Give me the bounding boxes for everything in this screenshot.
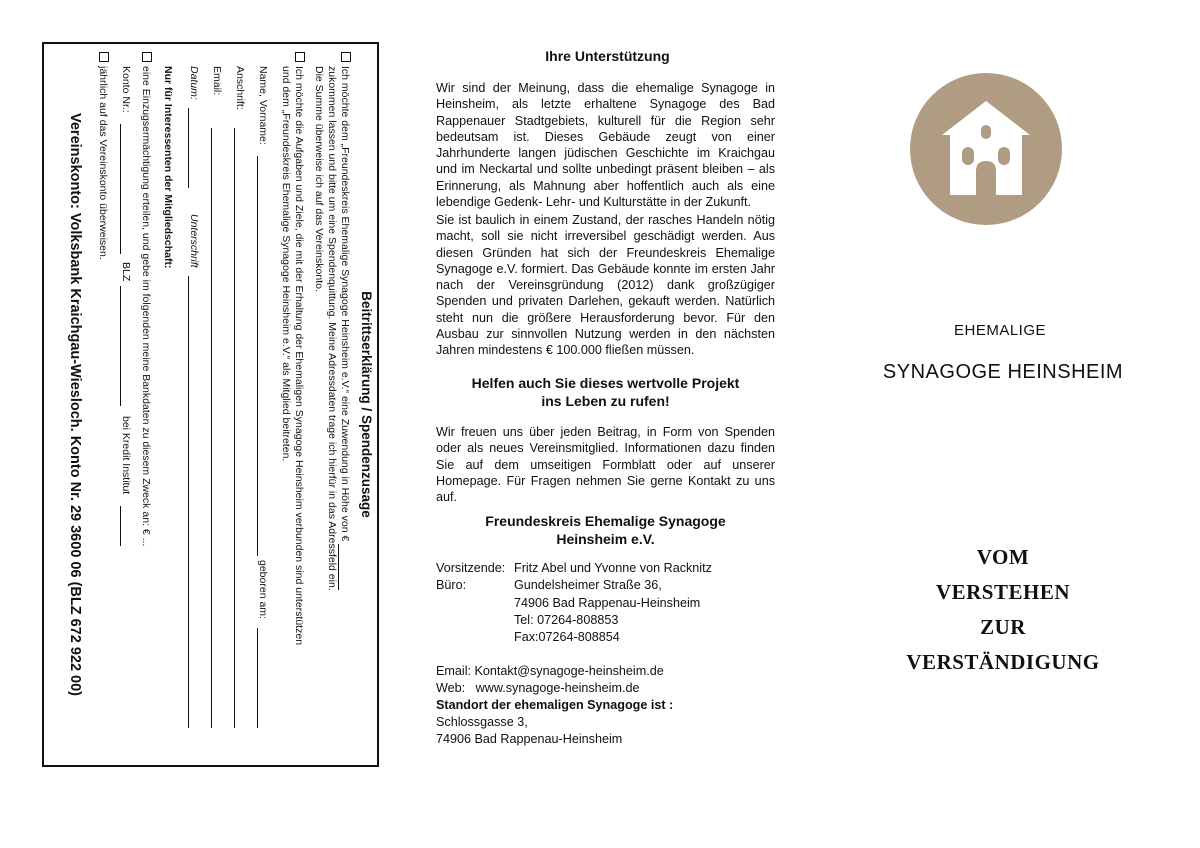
motto-line-3: ZUR xyxy=(980,615,1026,639)
debit-text: eine Einzugsermächtigung erteilen, und gebe im folgenden meine Bankdaten zu diesem Zweck an: € ... xyxy=(140,66,152,547)
office-label: Büro: xyxy=(436,578,467,592)
membership-form-content xyxy=(44,44,377,765)
email-field[interactable] xyxy=(211,128,223,728)
office-fax: Fax:07264-808854 xyxy=(514,630,620,644)
contact-web[interactable]: Web: www.synagoge-heinsheim.de xyxy=(436,681,640,695)
chair-value: Fritz Abel und Yvonne von Racknitz xyxy=(514,561,712,575)
help-paragraph: Wir freuen uns über jeden Beitrag, in Form von Spenden oder als neues Vereinsmitglied. Informationen dazu finden Sie auf dem umseitigen Formblatt oder auf unserer Homepage. Für Fragen nehmen Sie gerne Kontakt zu uns auf. xyxy=(436,425,775,505)
donation-text-2: zukommen lassen und bitte um eine Spendenquittung. Meine Adressdaten trage ich hierfür in das Adressfeld ein. xyxy=(326,66,338,591)
address-row xyxy=(232,44,246,765)
name-field[interactable] xyxy=(257,156,269,556)
logo-window-top xyxy=(981,125,991,139)
debit-checkbox[interactable] xyxy=(142,52,152,62)
transfer-option xyxy=(96,44,109,765)
signature-field[interactable] xyxy=(188,276,200,728)
club-name-line-2: Heinsheim e.V. xyxy=(556,531,655,547)
blz-field[interactable] xyxy=(120,286,132,406)
office-tel: Tel: 07264-808853 xyxy=(514,613,619,627)
help-title-line-2: ins Leben zu rufen! xyxy=(541,393,670,409)
account-info: Vereinskonto: Volksbank Kraichgau-Wiesloch. Konto Nr. 29 3600 06 (BLZ 672 922 00) xyxy=(67,112,83,697)
membership-text-2: und dem „Freundeskreis Ehemalige Synagoge Heinsheim e.V.“ als Mitglied beitreten. xyxy=(280,66,292,462)
cover-title: SYNAGOGE HEINSHEIM xyxy=(882,361,1124,383)
membership-option xyxy=(279,44,305,765)
email-row xyxy=(209,44,223,765)
logo-window-left xyxy=(962,147,974,165)
chair-row xyxy=(436,560,712,576)
debit-option xyxy=(139,44,152,765)
name-label: Name, Vorname: xyxy=(257,66,269,145)
location-city: 74906 Bad Rappenau-Heinsheim xyxy=(436,732,623,746)
motto-line-1: VOM xyxy=(976,545,1030,569)
signature-label: Unterschrift xyxy=(188,214,200,268)
address-field[interactable] xyxy=(234,128,246,728)
date-row xyxy=(186,44,200,765)
date-field[interactable] xyxy=(188,108,200,188)
motto-line-2: VERSTEHEN xyxy=(935,580,1071,604)
synagogue-house-icon xyxy=(910,73,1062,225)
donation-text-1: Ich möchte dem „Freundeskreis Ehemalige Synagoge Heinsheim e.V.“ eine Zuwendung in Höhe von € xyxy=(339,66,351,542)
konto-field[interactable] xyxy=(120,124,132,254)
motto-line-4: VERSTÄNDIGUNG xyxy=(906,650,1100,674)
club-name-line-1: Freundeskreis Ehemalige Synagoge xyxy=(485,513,726,529)
donation-option xyxy=(312,44,351,765)
born-label: geboren am: xyxy=(257,560,269,619)
donation-text-3: Die Summe überweise ich auf das Vereinskonto. xyxy=(313,66,325,292)
cover-motto xyxy=(858,540,1148,680)
blz-label: BLZ xyxy=(120,262,132,282)
bank-label: bei Kredit Institut xyxy=(120,416,132,495)
address-label: Anschrift: xyxy=(234,66,246,110)
bank-field[interactable] xyxy=(120,506,132,546)
location-street: Schlossgasse 3, xyxy=(436,715,528,729)
donation-checkbox[interactable] xyxy=(341,52,351,62)
chair-label: Vorsitzende: xyxy=(436,561,506,575)
support-title: Ihre Unterstützung xyxy=(545,48,670,64)
location-label: Standort der ehemaligen Synagoge ist : xyxy=(436,698,674,712)
contact-email[interactable]: Email: Kontakt@synagoge-heinsheim.de xyxy=(436,664,664,678)
club-name xyxy=(436,512,775,548)
office-city: 74906 Bad Rappenau-Heinsheim xyxy=(514,596,701,610)
membership-text-1: Ich möchte die Aufgaben und Ziele, die mit der Erhaltung der Ehemaligen Synagoge Heinsheim verbunden sind unterstützen xyxy=(293,66,305,646)
cover-subtitle: EHEMALIGE xyxy=(953,322,1047,339)
transfer-text: jährlich auf das Vereinskonto überweisen. xyxy=(97,66,109,260)
logo-window-right xyxy=(998,147,1010,165)
born-field[interactable] xyxy=(257,628,269,728)
membership-checkbox[interactable] xyxy=(295,52,305,62)
name-row xyxy=(255,44,269,765)
transfer-checkbox[interactable] xyxy=(99,52,109,62)
donation-amount-field[interactable] xyxy=(338,544,339,590)
membership-form-panel xyxy=(0,0,410,848)
help-title-line-1: Helfen auch Sie dieses wertvolle Projekt xyxy=(471,375,740,391)
support-paragraph-2: Sie ist baulich in einem Zustand, der rasches Handeln nötig macht, soll sie nicht irreversibel geschädigt werden. Aus diesen Gründen hat sich der Freundeskreis Ehemalige Synagoge e.V. formiert. Das Gebäude konnte im ersten Jahr nach der Vereinsgründung (2012) dank großzügiger Spenden und privaten Darlehen, gekauft werden. Natürlich steht nun die größere Herausforderung bevor. Für den Ausbau zur sinnvollen Nutzung werden in den nächsten Jahren mindestens € 100.000 fließen müssen. xyxy=(436,213,775,358)
help-title xyxy=(436,374,775,410)
membership-form xyxy=(42,42,379,767)
support-paragraph-1: Wir sind der Meinung, dass die ehemalige Synagoge in Heinsheim, als letzte erhaltene Synagoge des Bad Rappenauer Stadtgebiets, kulturell für die Region sehr bedeutsam ist. Dieses Gebäude zeugt von einer Jahrhunderte langen jüdischen Geschichte im Kraichgau und im Neckartal und sollte unbedingt präsent bleiben – als Erinnerung, als Mahnung aber hoffentlich auch als eine lebendige Gedenk- Lehr- und Kulturstätte in der Zukunft. xyxy=(436,81,775,210)
email-label: Email: xyxy=(211,66,223,96)
form-title: Beitrittserklärung / Spendenzusage xyxy=(359,291,374,518)
members-heading: Nur für Interessenten der Mitgliedschaft: xyxy=(162,66,174,269)
office-street: Gundelsheimer Straße 36, xyxy=(514,578,662,592)
konto-label: Konto Nr.: xyxy=(120,66,132,113)
office-row xyxy=(436,577,662,593)
date-label: Datum: xyxy=(188,66,200,100)
bank-row xyxy=(118,44,132,765)
